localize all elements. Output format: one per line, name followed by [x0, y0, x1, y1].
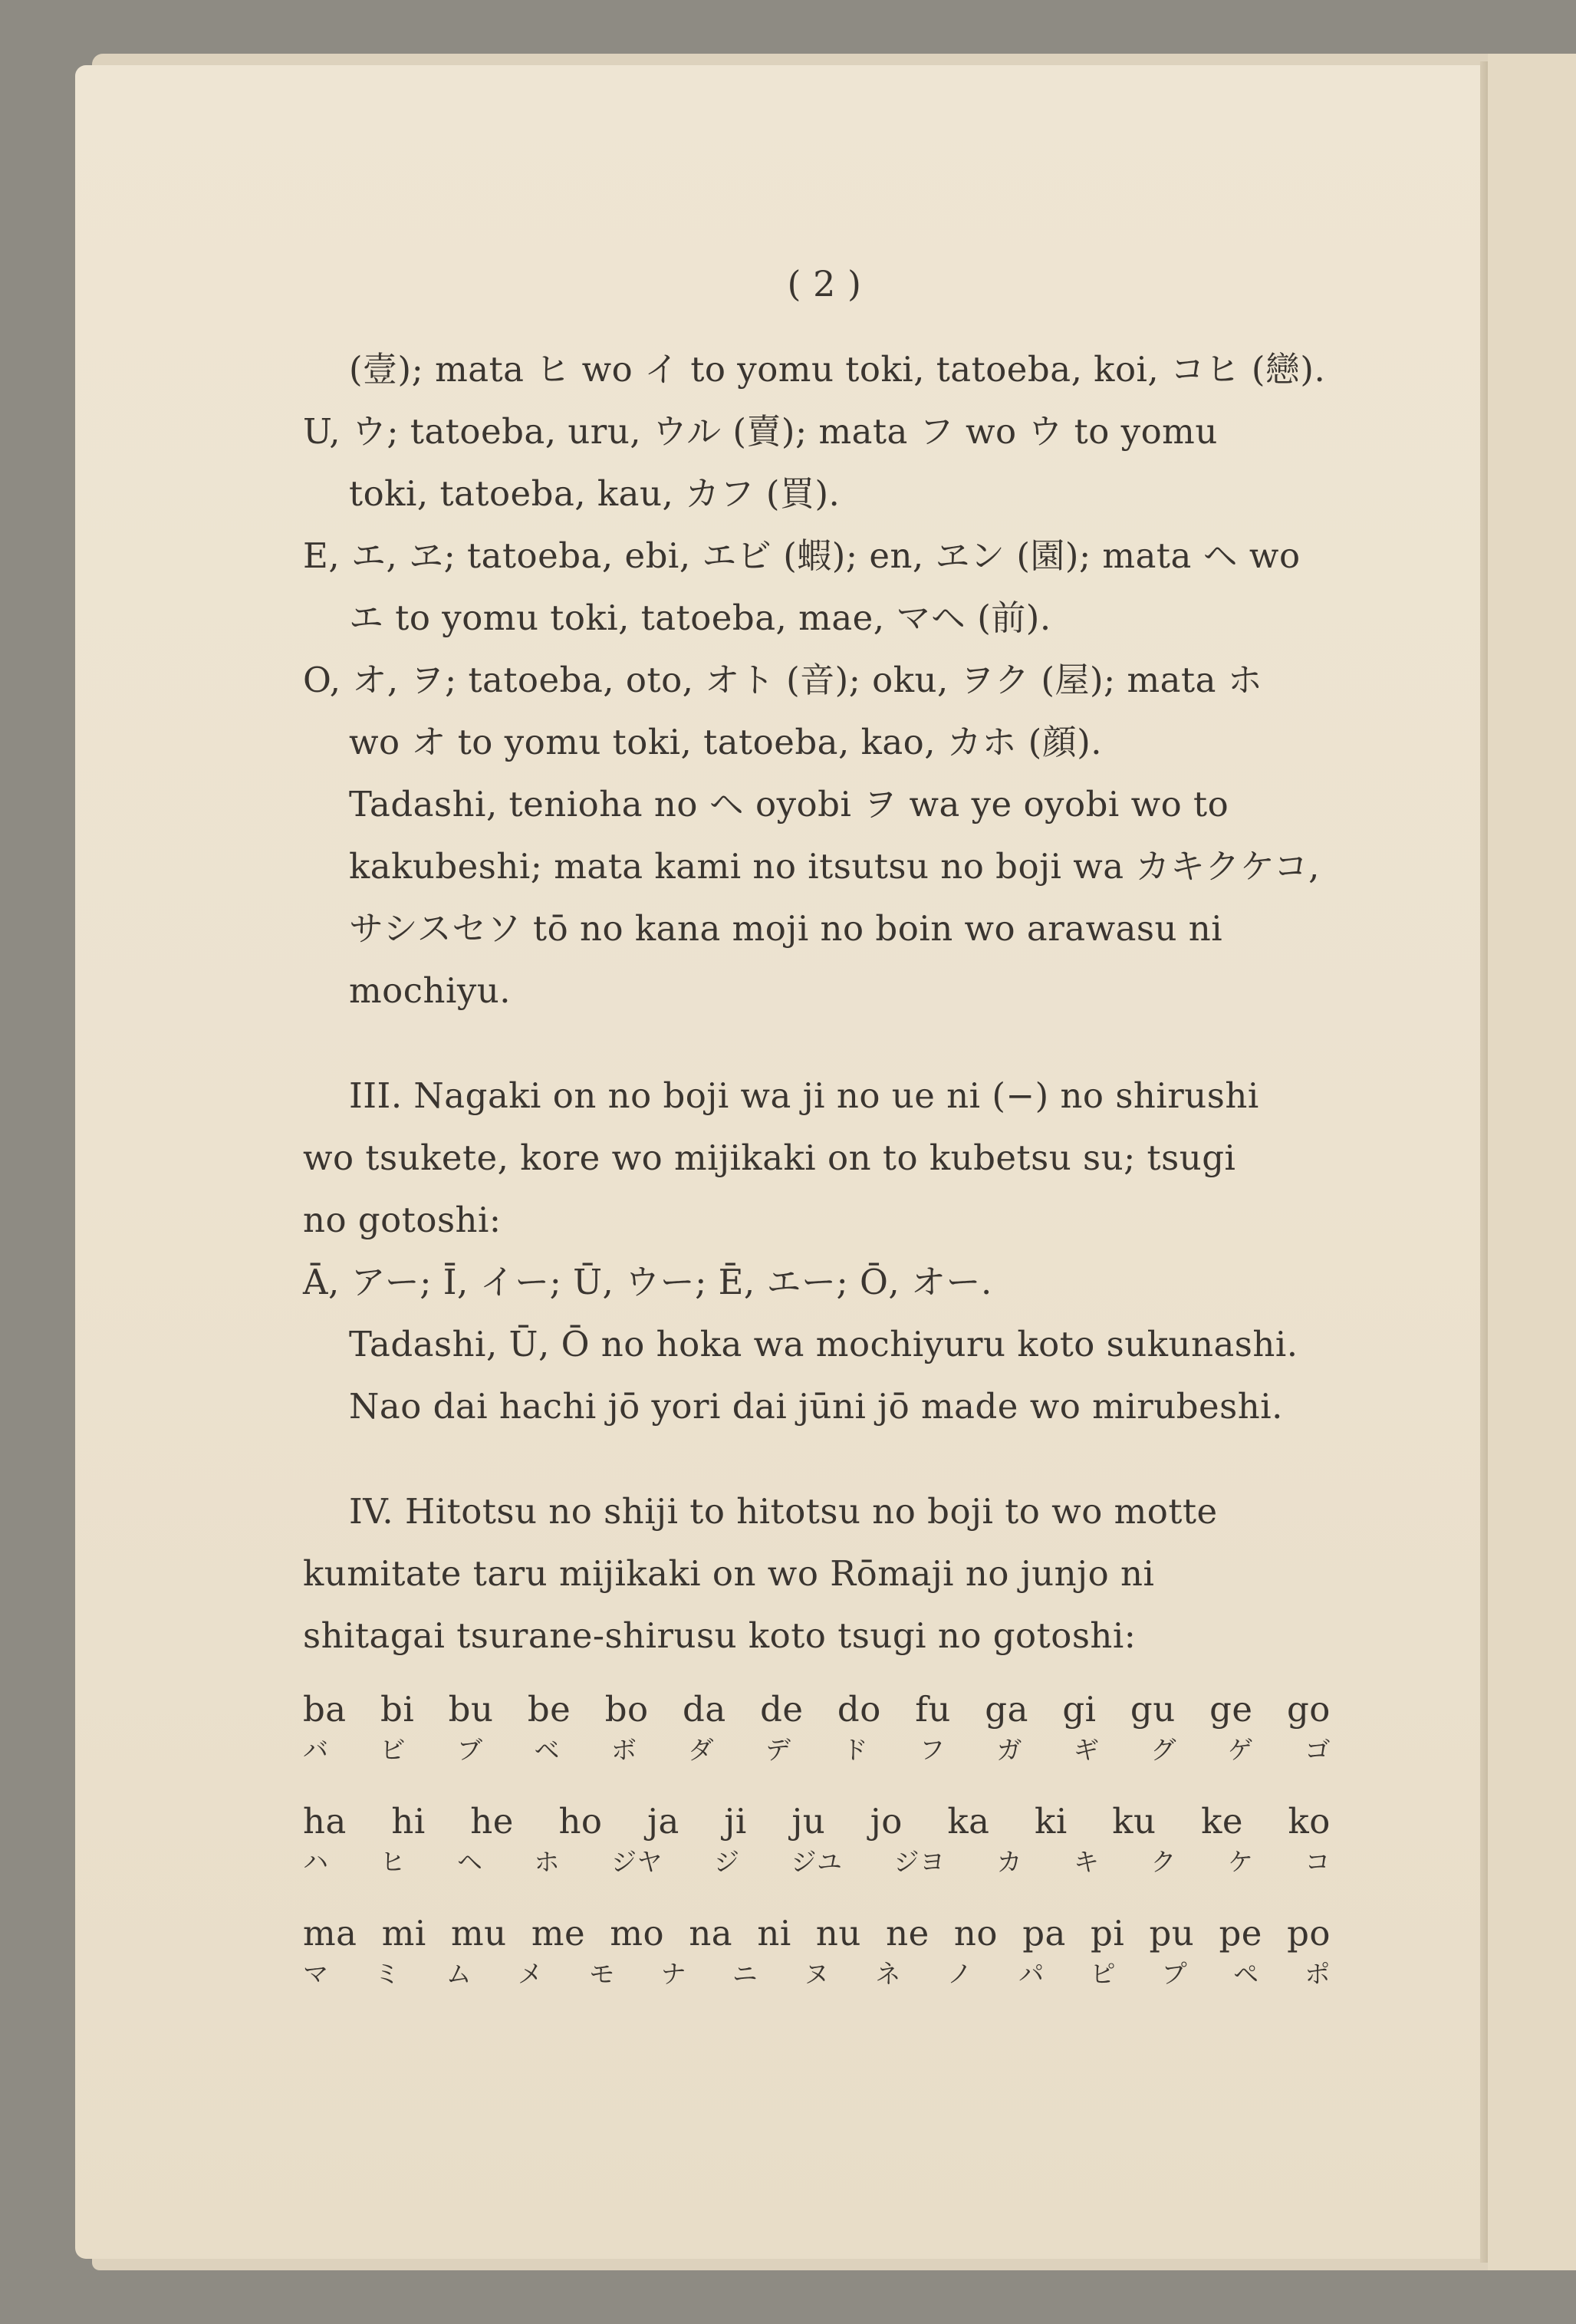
kana: フ	[920, 1735, 946, 1765]
syllable: ma	[303, 1913, 357, 1954]
kana: パ	[1018, 1959, 1045, 1989]
syllable: ge	[1209, 1689, 1253, 1730]
syllable: ke	[1201, 1801, 1243, 1842]
paragraph-gap	[303, 1022, 1331, 1065]
syllable: ki	[1035, 1801, 1068, 1842]
kana: ピ	[1090, 1959, 1116, 1989]
syllable: ha	[303, 1801, 347, 1842]
kana: ブ	[457, 1735, 483, 1765]
syllable: ka	[947, 1801, 990, 1842]
kana: マ	[303, 1959, 329, 1989]
page-fold	[1480, 61, 1488, 2263]
text-line: kakubeshi; mata kami no itsutsu no boji wa カキクケコ,	[349, 846, 1320, 887]
text-line: shitagai tsurane-shirusu koto tsugi no gotoshi:	[303, 1615, 1137, 1656]
syllable: pa	[1022, 1913, 1066, 1954]
syllable-table	[303, 1687, 1331, 1992]
text-line: Ā, アー; Ī, イー; Ū, ウー; Ē, エー; Ō, オー.	[303, 1262, 992, 1302]
text-line: wo tsukete, kore wo mijikaki on to kubetsu su; tsugi	[303, 1137, 1236, 1178]
syllable: de	[760, 1689, 804, 1730]
syllable-kana-row	[303, 1957, 1331, 1992]
kana: ネ	[875, 1959, 901, 1989]
syllable-kana-row	[303, 1845, 1331, 1880]
kana: ク	[1150, 1847, 1176, 1877]
syllable-kana-row	[303, 1733, 1331, 1768]
syllable: ne	[886, 1913, 929, 1954]
syllable: na	[689, 1913, 733, 1954]
syllable: da	[683, 1689, 726, 1730]
syllable: go	[1286, 1689, 1331, 1730]
section-heading-line: III. Nagaki on no boji wa ji no ue ni (−) no shirushi	[349, 1075, 1259, 1116]
text-line: toki, tatoeba, kau, カフ (買).	[349, 473, 841, 514]
kana: ジユ	[791, 1847, 843, 1877]
syllable: pu	[1149, 1913, 1195, 1954]
kana: ポ	[1305, 1959, 1331, 1989]
syllable: ga	[985, 1689, 1028, 1730]
text-line: E, エ, ヱ; tatoeba, ebi, エビ (蝦); en, ヱン (園); mata ヘ wo	[303, 535, 1301, 576]
kana: モ	[589, 1959, 615, 1989]
kana: ガ	[996, 1735, 1022, 1765]
page-content	[303, 253, 1331, 2023]
kana: ニ	[732, 1959, 758, 1989]
syllable: gu	[1130, 1689, 1176, 1730]
kana: ベ	[534, 1735, 560, 1765]
kana: ゴ	[1305, 1735, 1331, 1765]
syllable: no	[953, 1913, 998, 1954]
paragraph-gap	[303, 1437, 1331, 1480]
text-line: Tadashi, tenioha no ヘ oyobi ヲ wa ye oyobi wo to	[349, 784, 1229, 825]
text-line: mochiyu.	[349, 970, 512, 1011]
syllable: jo	[870, 1801, 903, 1842]
kana: ヌ	[804, 1959, 830, 1989]
syllable: ko	[1288, 1801, 1331, 1842]
kana: プ	[1161, 1959, 1188, 1989]
syllable: be	[527, 1689, 571, 1730]
text-line: U, ウ; tatoeba, uru, ウル (賣); mata フ wo ウ to yomu	[303, 411, 1218, 452]
syllable: ju	[791, 1801, 826, 1842]
kana: ヘ	[457, 1847, 483, 1877]
syllable: pe	[1219, 1913, 1262, 1954]
text-line: エ to yomu toki, tatoeba, mae, マヘ (前).	[349, 597, 1051, 638]
syllable: he	[470, 1801, 514, 1842]
syllable: gi	[1062, 1689, 1097, 1730]
kana: ヒ	[380, 1847, 406, 1877]
kana: カ	[996, 1847, 1022, 1877]
text-line: (壹); mata ヒ wo イ to yomu toki, tatoeba, koi, コヒ (戀).	[349, 349, 1326, 390]
kana: ペ	[1233, 1959, 1259, 1989]
text-line: kumitate taru mijikaki on wo Rōmaji no junjo ni	[303, 1553, 1155, 1594]
kana: ジヨ	[893, 1847, 946, 1877]
kana: ビ	[380, 1735, 406, 1765]
text-line: Nao dai hachi jō yori dai jūni jō made wo mirubeshi.	[349, 1386, 1283, 1427]
syllable: bu	[448, 1689, 494, 1730]
text-line: no gotoshi:	[303, 1200, 502, 1240]
kana: ゲ	[1228, 1735, 1254, 1765]
kana: ジヤ	[611, 1847, 663, 1877]
syllable: ku	[1112, 1801, 1157, 1842]
kana: デ	[765, 1735, 791, 1765]
kana: ケ	[1228, 1847, 1254, 1877]
syllable-romaji-row	[303, 1799, 1331, 1845]
syllable: po	[1287, 1913, 1331, 1954]
adjacent-page-edge	[1488, 54, 1576, 2270]
kana: ホ	[534, 1847, 560, 1877]
text-line: Tadashi, Ū, Ō no hoka wa mochiyuru koto sukunashi.	[349, 1324, 1298, 1364]
kana: ド	[842, 1735, 868, 1765]
syllable: bi	[380, 1689, 415, 1730]
text-line: O, オ, ヲ; tatoeba, oto, オト (音); oku, ヲク (屋); mata ホ	[303, 660, 1263, 700]
syllable: ho	[558, 1801, 603, 1842]
syllable: mo	[610, 1913, 665, 1954]
syllable: mi	[381, 1913, 426, 1954]
section-heading-line: IV. Hitotsu no shiji to hitotsu no boji to wo motte	[349, 1491, 1218, 1532]
syllable: ji	[724, 1801, 747, 1842]
kana: ノ	[946, 1959, 973, 1989]
kana: ミ	[374, 1959, 400, 1989]
syllable: fu	[915, 1689, 951, 1730]
kana: ボ	[611, 1735, 637, 1765]
syllable: mu	[450, 1913, 507, 1954]
syllable-romaji-row	[303, 1911, 1331, 1957]
kana: バ	[303, 1735, 329, 1765]
text-line: wo オ to yomu toki, tatoeba, kao, カホ (顔).	[349, 722, 1103, 762]
syllable: me	[531, 1913, 586, 1954]
syllable: nu	[815, 1913, 861, 1954]
text-line: サシスセソ tō no kana moji no boin wo arawasu ni	[349, 908, 1223, 949]
kana: ジ	[714, 1847, 740, 1877]
syllable: do	[837, 1689, 881, 1730]
syllable-romaji-row	[303, 1687, 1331, 1733]
kana: ハ	[303, 1847, 329, 1877]
kana: メ	[517, 1959, 544, 1989]
kana: コ	[1305, 1847, 1331, 1877]
syllable: ja	[647, 1801, 679, 1842]
syllable: pi	[1091, 1913, 1125, 1954]
kana: ナ	[660, 1959, 687, 1989]
syllable: ba	[303, 1689, 347, 1730]
kana: グ	[1150, 1735, 1176, 1765]
kana: キ	[1074, 1847, 1100, 1877]
kana: ダ	[688, 1735, 714, 1765]
kana: ム	[446, 1959, 472, 1989]
syllable: hi	[391, 1801, 426, 1842]
kana: ギ	[1074, 1735, 1100, 1765]
syllable: ni	[757, 1913, 791, 1954]
syllable: bo	[604, 1689, 649, 1730]
page-number: ( 2 )	[787, 263, 862, 304]
